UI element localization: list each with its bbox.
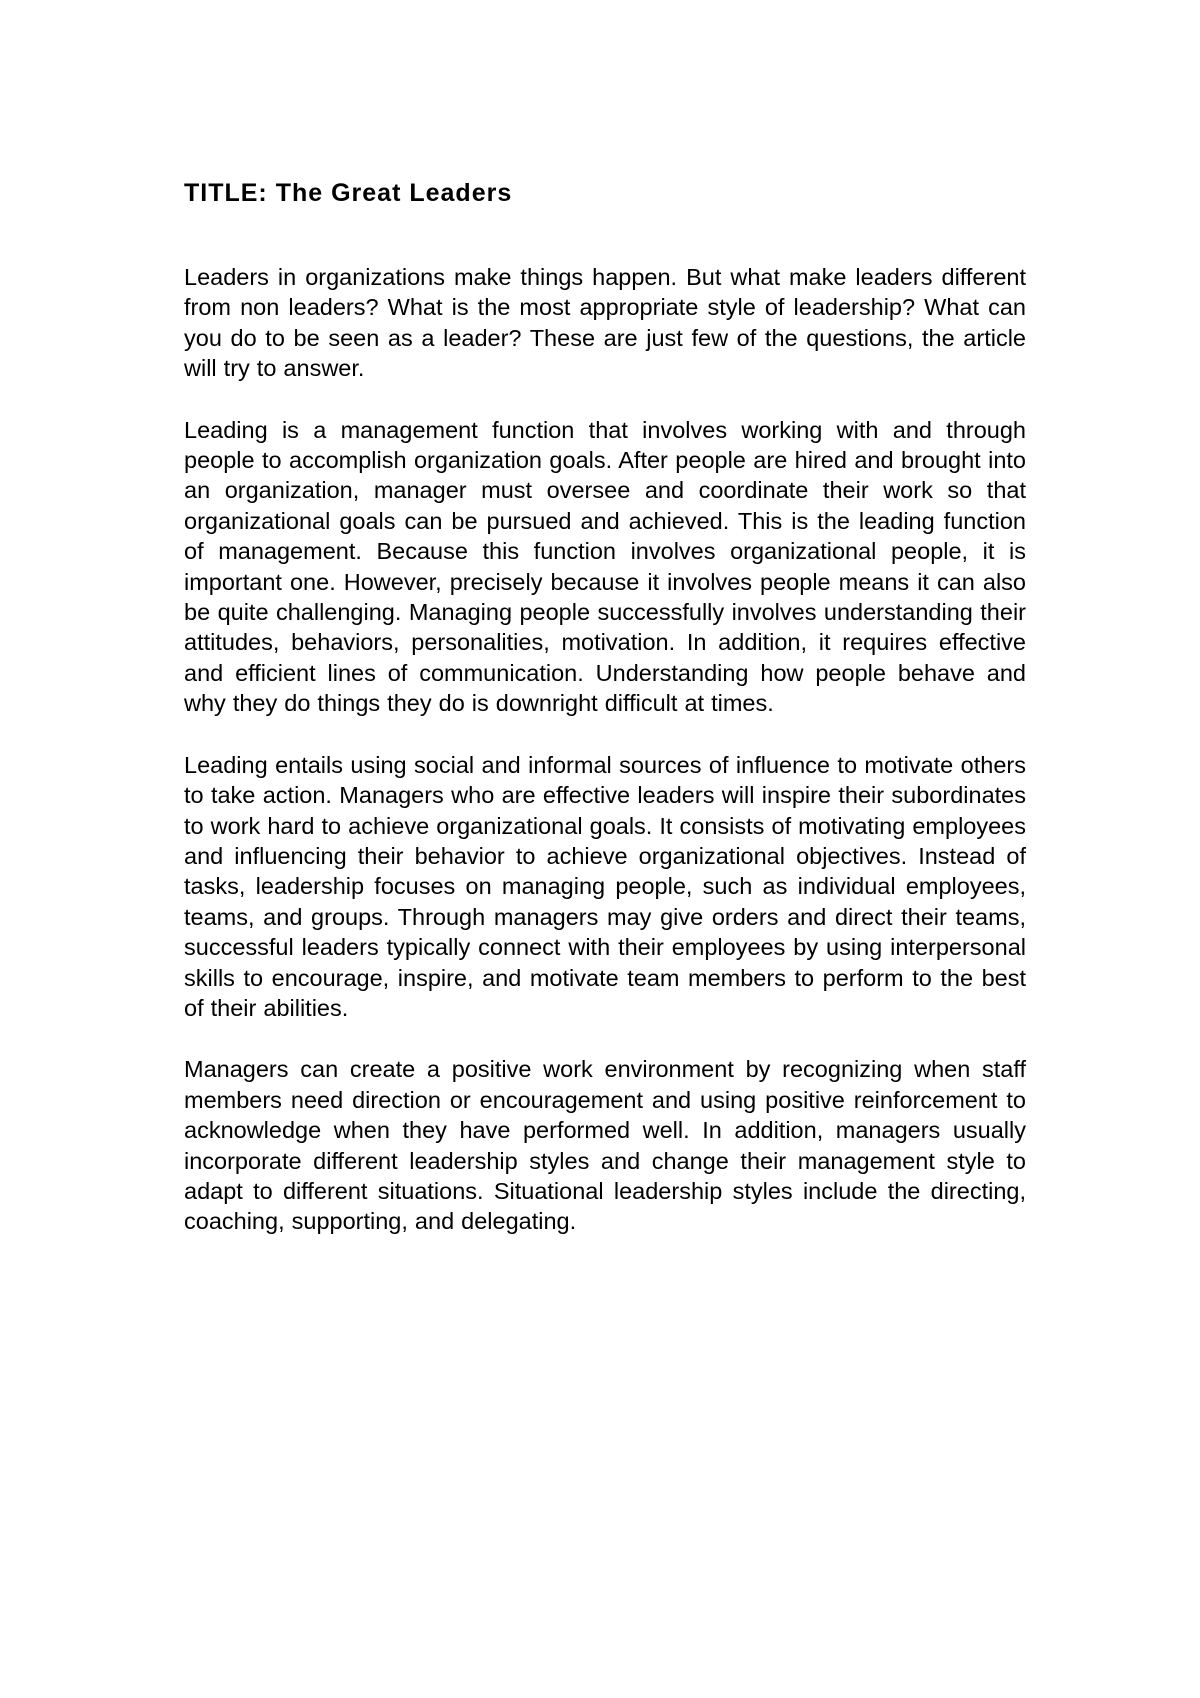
paragraph-leadership-styles: Managers can create a positive work environment by recognizing when staff members need direction or encouragement and using positive reinforcement to acknowledge when they have performed well. In addition, managers usually incorporate different leadership styles and change their management style to adapt to different situations. Situational leadership styles include the directing, coaching, supporting, and delegating.	[184, 1056, 1026, 1235]
document-body	[184, 178, 1026, 1268]
document-title: TITLE: The Great Leaders	[184, 179, 513, 207]
paragraph-leading-function: Leading is a management function that involves working with and through people to accomplish organization goals. After people are hired and brought into an organization, manager must oversee and coordinate their work so that organizational goals can be pursued and achieved. This is the leading function of management. Because this function involves organizational people, it is important one. However, precisely because it involves people means it can also be quite challenging. Managing people successfully involves understanding their attitudes, behaviors, personalities, motivation. In addition, it requires effective and efficient lines of communication. Understanding how people behave and why they do things they do is downright difficult at times.	[184, 416, 1026, 717]
paragraph-intro: Leaders in organizations make things happen. But what make leaders different from non leaders? What is the most appropriate style of leadership? What can you do to be seen as a leader? These are just few of the questions, the article will try to answer.	[184, 264, 1026, 382]
paragraph-leading-influence: Leading entails using social and informal sources of influence to motivate others to take action. Managers who are effective leaders will inspire their subordinates to work hard to achieve organizational goals. It consists of motivating employees and influencing their behavior to achieve organizational objectives. Instead of tasks, leadership focuses on managing people, such as individual employees, teams, and groups. Through managers may give orders and direct their teams, successful leaders typically connect with their employees by using interpersonal skills to encourage, inspire, and motivate team members to perform to the best of their abilities.	[184, 751, 1026, 1021]
